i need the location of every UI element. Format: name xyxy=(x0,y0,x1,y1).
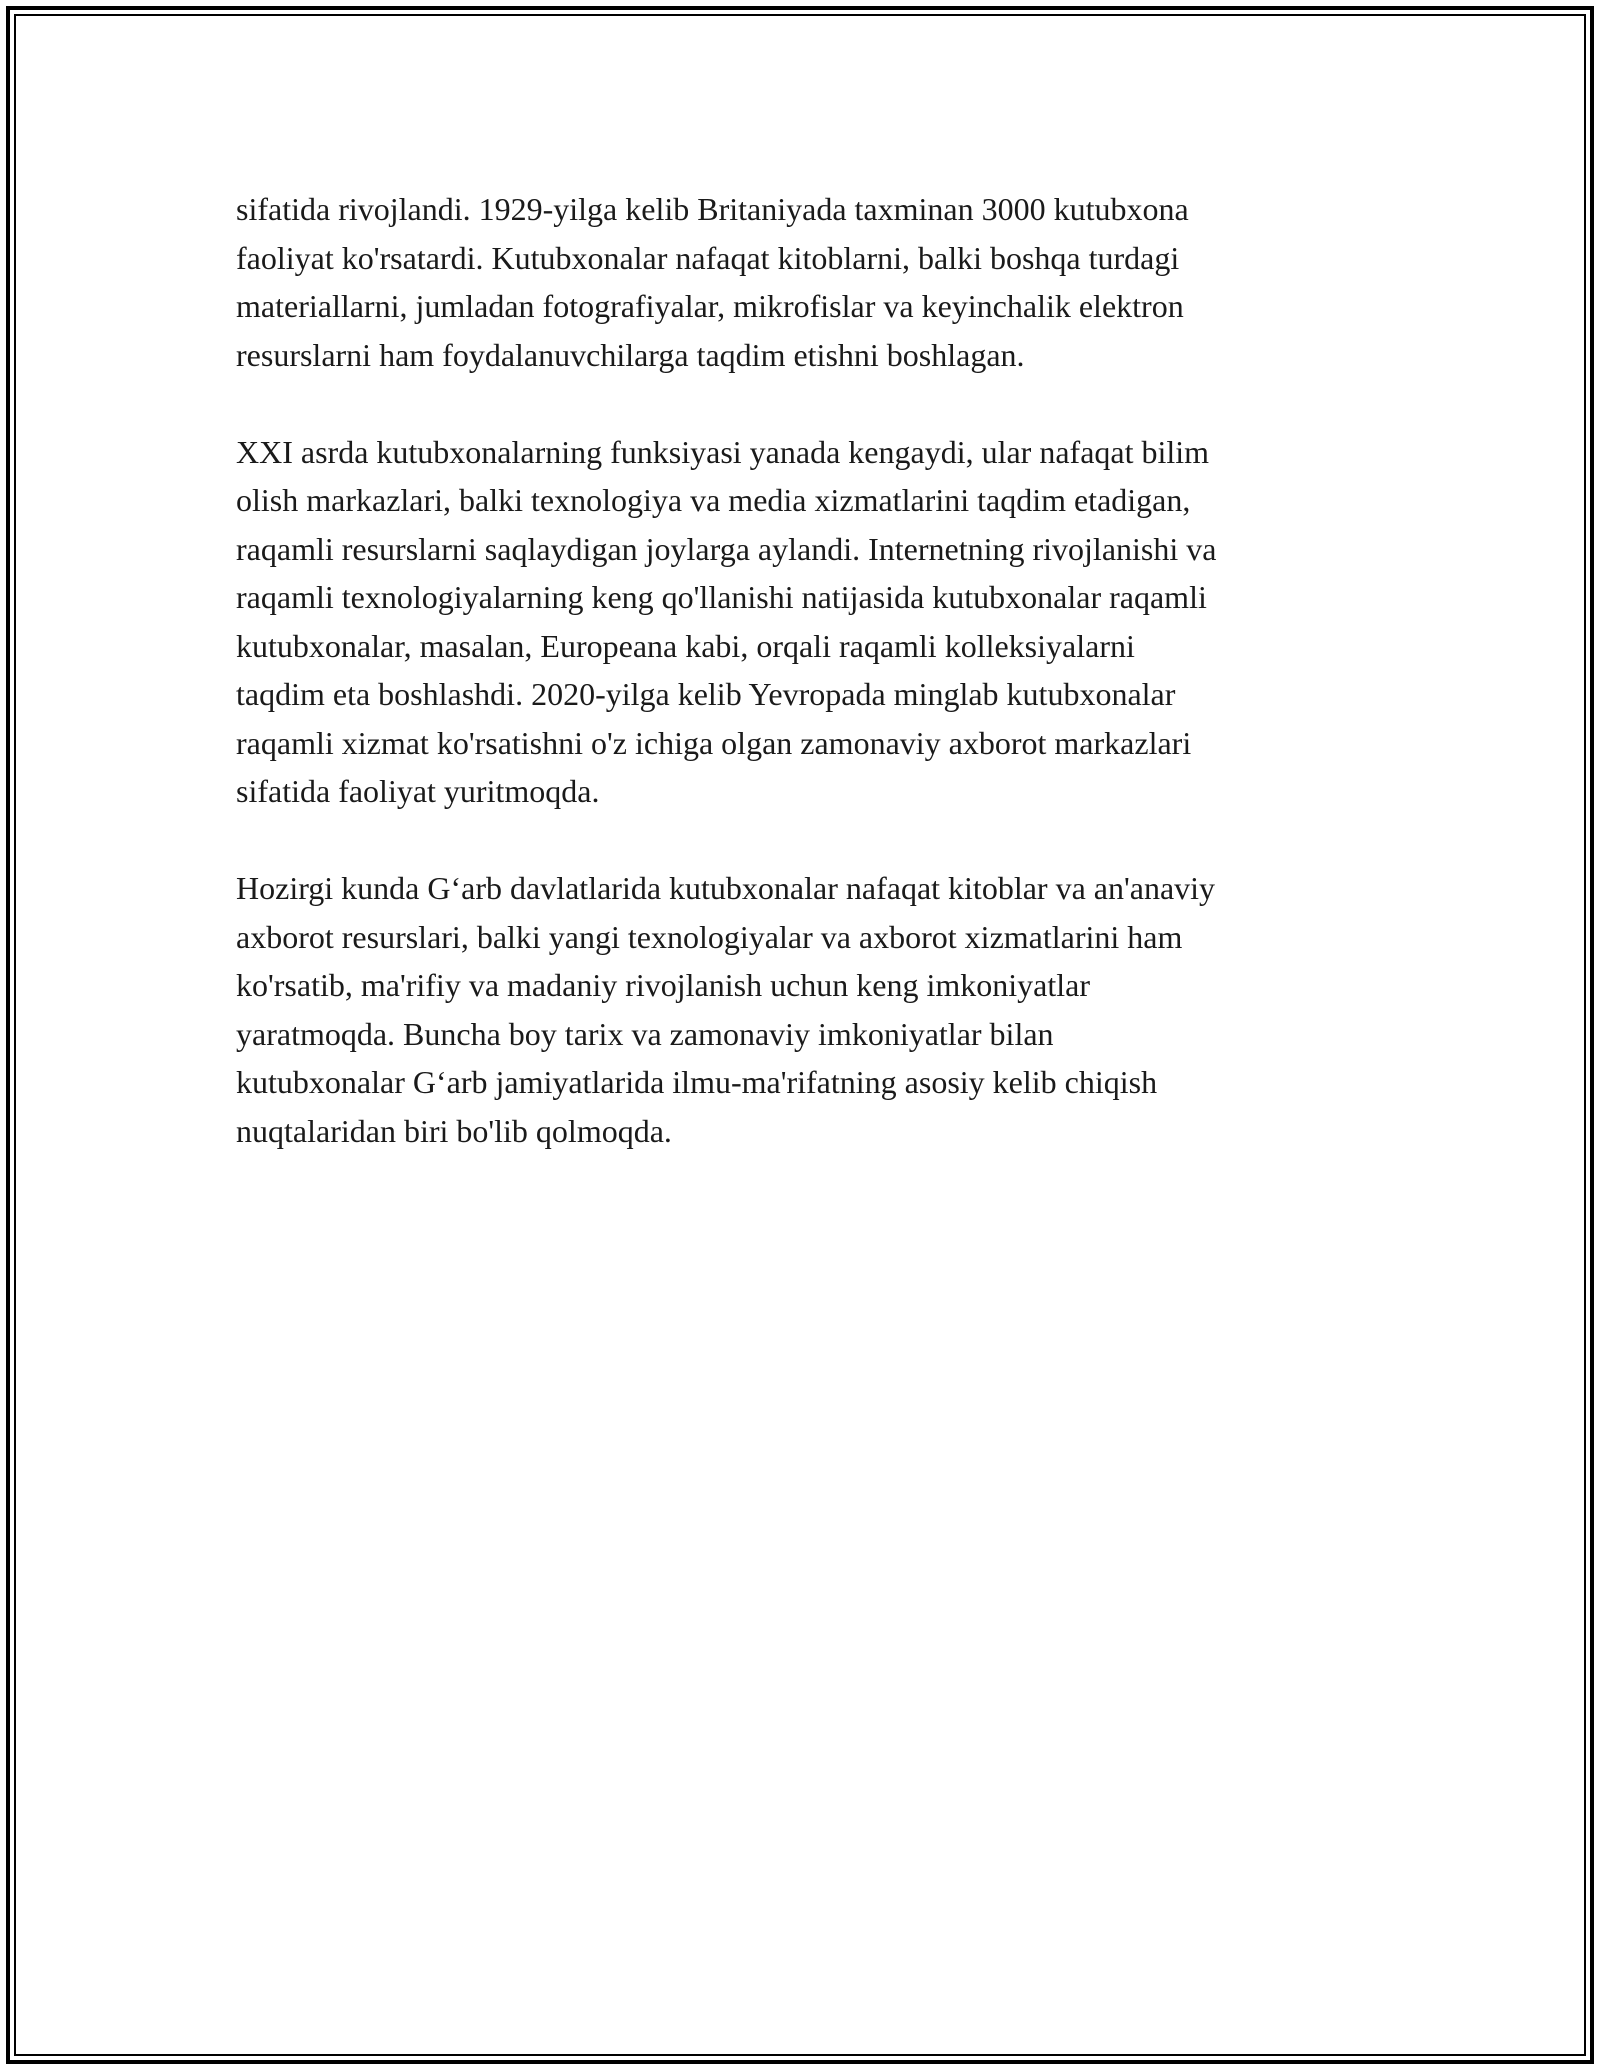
text-line: taqdim eta boshlashdi. 2020-yilga kelib Yevropada minglab kutubxonalar xyxy=(236,676,1176,712)
text-line: yaratmoqda. Buncha boy tarix va zamonaviy imkoniyatlar bilan xyxy=(236,1015,1054,1052)
text-line: axborot resurslari, balki yangi texnologiyalar va axborot xizmatlarini ham xyxy=(236,918,1183,955)
text-line: Hozirgi kunda G‘arb davlatlarida kutubxonalar nafaqat kitoblar va an'anaviy xyxy=(236,870,1216,906)
text-line: olish markazlari, balki texnologiya va media xizmatlarini taqdim etadigan, xyxy=(236,482,1191,518)
text-line: resurslarni ham foydalanuvchilarga taqdim etishni boshlagan. xyxy=(236,336,1025,373)
text-line: nuqtalaridan biri bo'lib qolmoqda. xyxy=(236,1112,672,1149)
text-line: ko'rsatib, ma'rifiy va madaniy rivojlanish uchun keng imkoniyatlar xyxy=(236,967,1090,1003)
text-line: sifatida faoliyat yuritmoqda. xyxy=(236,773,600,809)
text-line: faoliyat ko'rsatardi. Kutubxonalar nafaqat kitoblarni, balki boshqa turdagi xyxy=(236,239,1180,276)
text-line: XXI asrda kutubxonalarning funksiyasi yanada kengaydi, ular nafaqat bilim xyxy=(236,433,1210,470)
text-line: materiallarni, jumladan fotografiyalar, mikrofislar va keyinchalik elektron xyxy=(236,288,1184,324)
text-line: raqamli xizmat ko'rsatishni o'z ichiga olgan zamonaviy axborot markazlari xyxy=(236,724,1192,761)
paragraph-2 xyxy=(236,428,1376,816)
paragraph-1 xyxy=(236,185,1376,379)
text-line: raqamli texnologiyalarning keng qo'llanishi natijasida kutubxonalar raqamli xyxy=(236,579,1207,615)
text-line: kutubxonalar, masalan, Europeana kabi, orqali raqamli kolleksiyalarni xyxy=(236,627,1135,664)
text-line: kutubxonalar G‘arb jamiyatlarida ilmu-ma'rifatning asosiy kelib chiqish xyxy=(236,1064,1158,1100)
text-line: sifatida rivojlandi. 1929-yilga kelib Britaniyada taxminan 3000 kutubxona xyxy=(236,191,1189,227)
document-body xyxy=(236,185,1376,1204)
text-line: raqamli resurslarni saqlaydigan joylarga aylandi. Internetning rivojlanishi va xyxy=(236,530,1217,567)
paragraph-3 xyxy=(236,864,1376,1155)
